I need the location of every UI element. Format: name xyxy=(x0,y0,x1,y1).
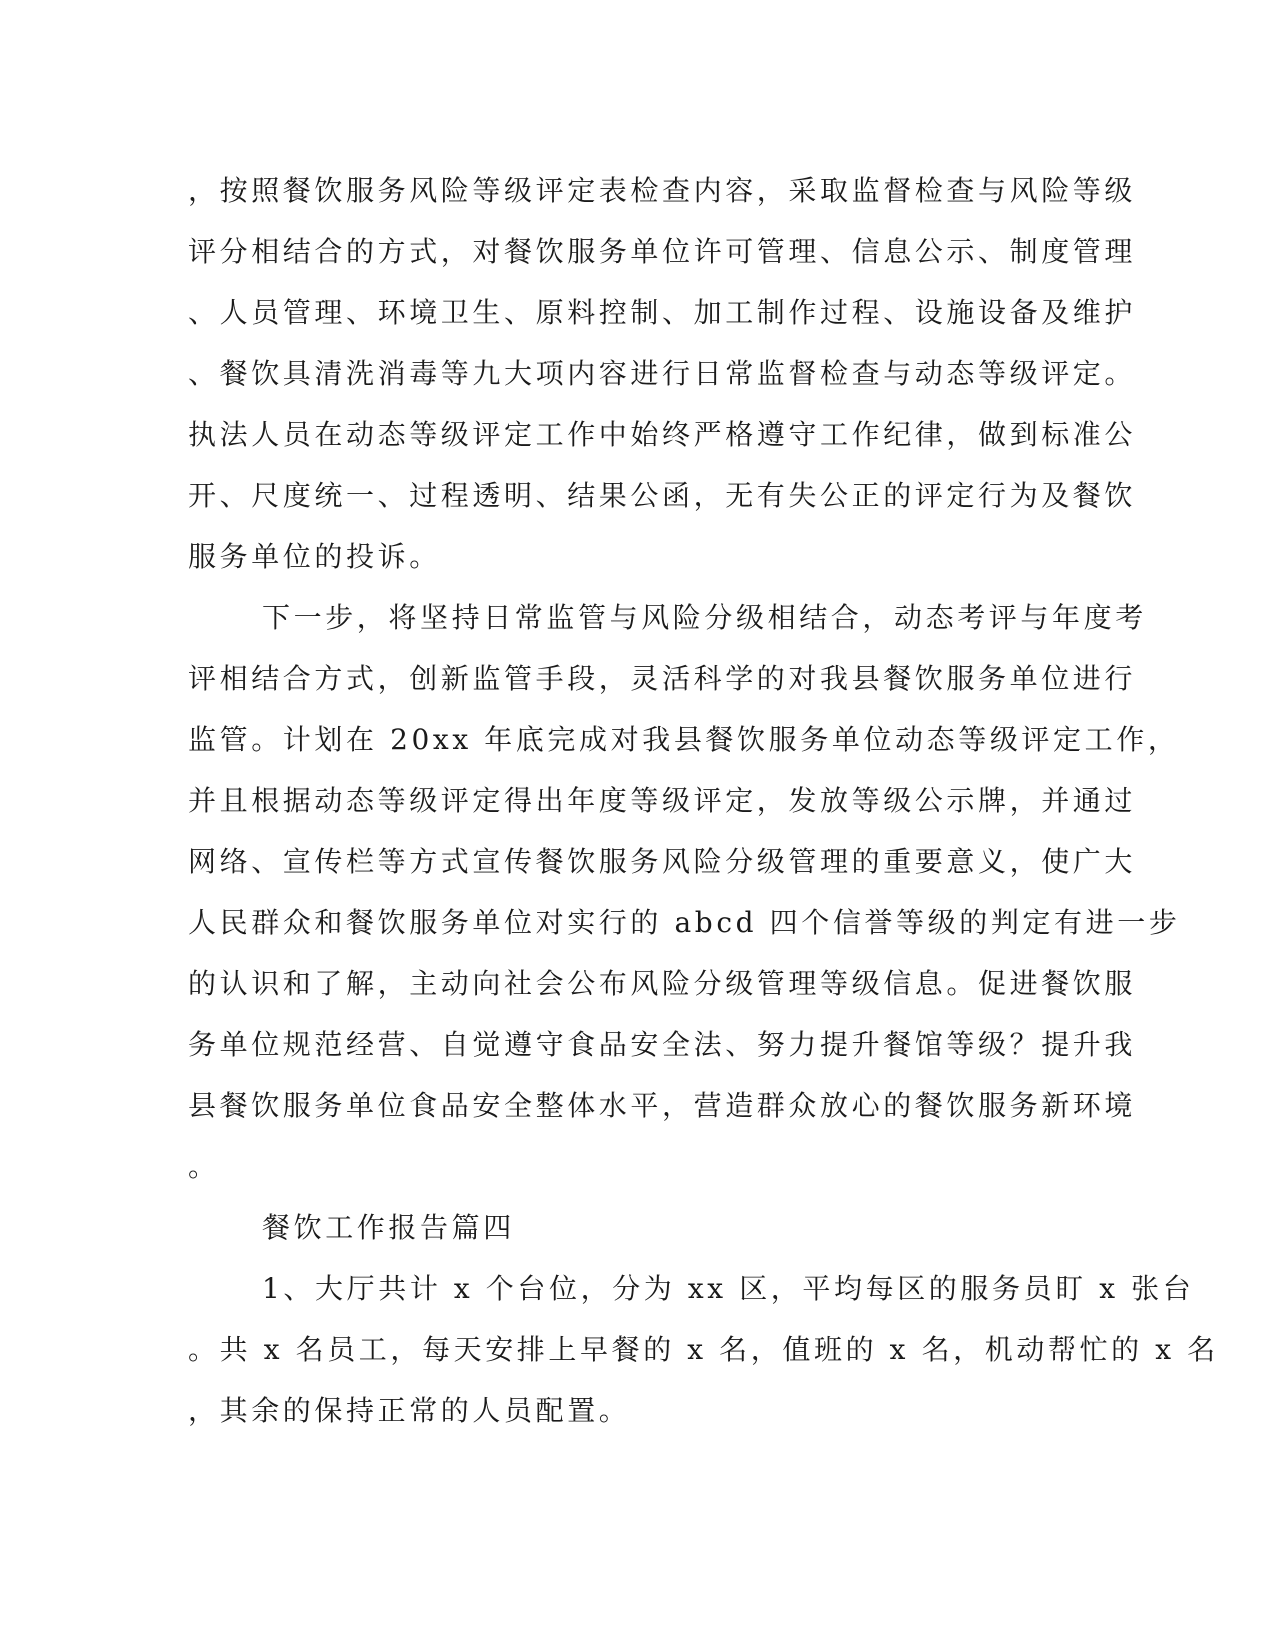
text-line: 人民群众和餐饮服务单位对实行的 abcd 四个信誉等级的判定有进一步 xyxy=(188,906,1181,939)
text-line: 监管。计划在 20xx 年底完成对我县餐饮服务单位动态等级评定工作， xyxy=(188,723,1180,756)
paragraph-start-line: 下一步，将坚持日常监管与风险分级相结合，动态考评与年度考 xyxy=(262,601,1147,634)
text-line: 开、尺度统一、过程透明、结果公函，无有失公正的评定行为及餐饮 xyxy=(188,479,1137,512)
section-heading: 餐饮工作报告篇四 xyxy=(262,1211,515,1244)
text-line: 的认识和了解，主动向社会公布风险分级管理等级信息。促进餐饮服 xyxy=(188,967,1137,1000)
text-line: 、餐饮具清洗消毒等九大项内容进行日常监督检查与动态等级评定。 xyxy=(188,357,1137,390)
text-line: ，其余的保持正常的人员配置。 xyxy=(188,1394,631,1427)
text-line: 、人员管理、环境卫生、原料控制、加工制作过程、设施设备及维护 xyxy=(188,296,1137,329)
text-line: 服务单位的投诉。 xyxy=(188,540,441,573)
document-body xyxy=(188,160,1219,1441)
text-line: 务单位规范经营、自觉遵守食品安全法、努力提升餐馆等级？提升我 xyxy=(188,1028,1137,1061)
text-line: 评相结合方式，创新监管手段，灵活科学的对我县餐饮服务单位进行 xyxy=(188,662,1137,695)
text-line: 。 xyxy=(188,1150,220,1183)
text-line: ，按照餐饮服务风险等级评定表检查内容，采取监督检查与风险等级 xyxy=(188,174,1137,207)
text-line: 网络、宣传栏等方式宣传餐饮服务风险分级管理的重要意义，使广大 xyxy=(188,845,1137,878)
text-line: 县餐饮服务单位食品安全整体水平，营造群众放心的餐饮服务新环境 xyxy=(188,1089,1137,1122)
text-line: 并且根据动态等级评定得出年度等级评定，发放等级公示牌，并通过 xyxy=(188,784,1137,817)
text-line: 执法人员在动态等级评定工作中始终严格遵守工作纪律，做到标准公 xyxy=(188,418,1137,451)
paragraph-start-line: 1、大厅共计 x 个台位，分为 xx 区，平均每区的服务员盯 x 张台 xyxy=(262,1272,1195,1305)
text-line: 评分相结合的方式，对餐饮服务单位许可管理、信息公示、制度管理 xyxy=(188,235,1137,268)
text-line: 。共 x 名员工，每天安排上早餐的 x 名，值班的 x 名，机动帮忙的 x 名 xyxy=(188,1333,1219,1366)
